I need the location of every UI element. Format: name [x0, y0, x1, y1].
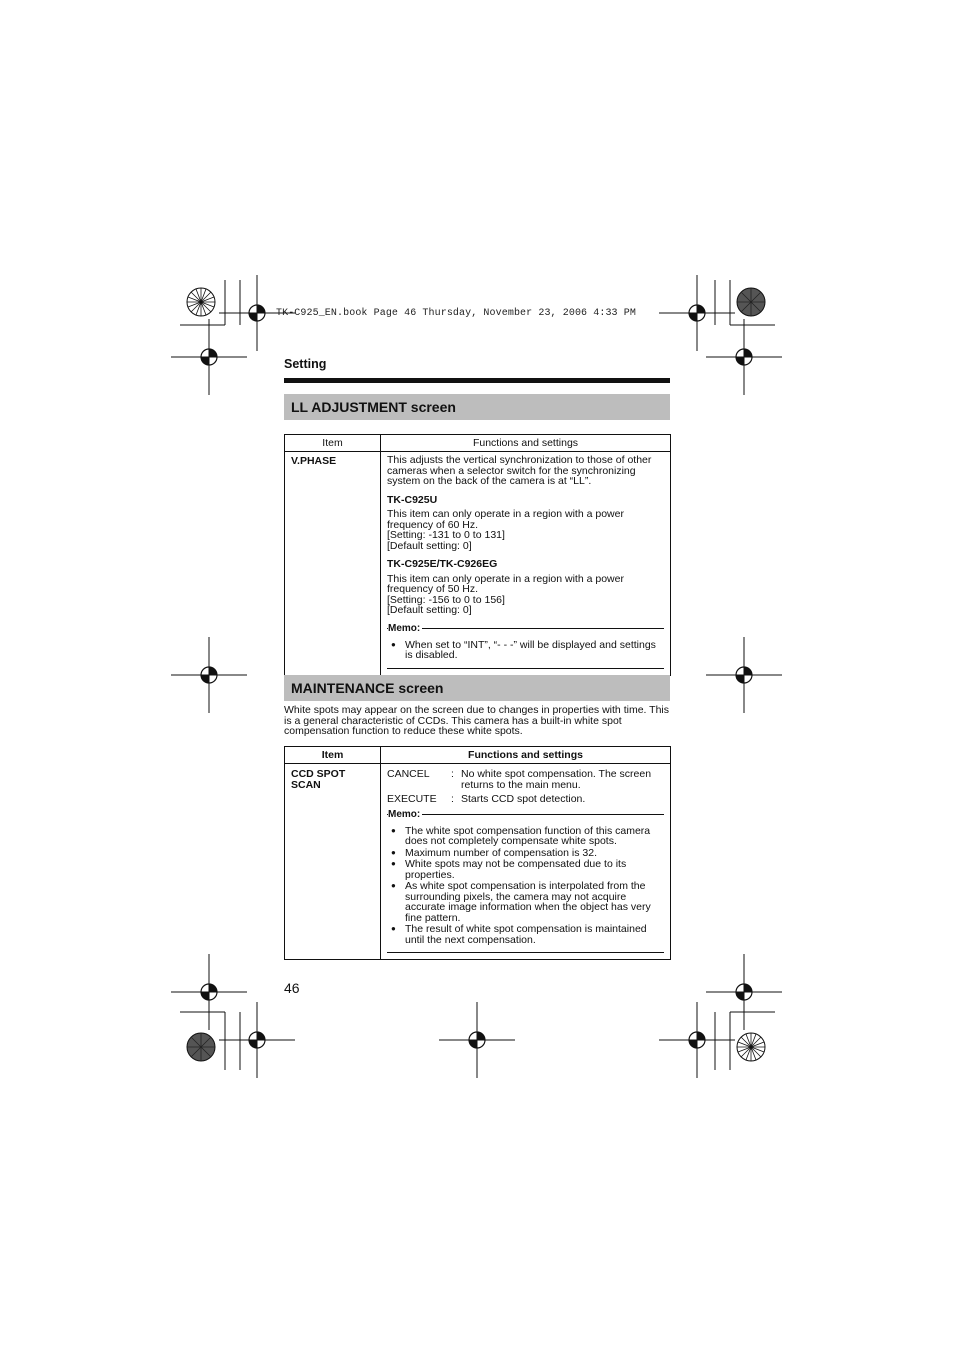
col-item-header: Item [285, 435, 381, 452]
option-sep: : [451, 793, 454, 805]
maintenance-intro: White spots may appear on the screen due to changes in properties with time. This is a general characteristic of CCDs. This camera has a built-in white spot compensation function to reduce these white spots. [284, 704, 670, 737]
memo-label: Memo: [388, 808, 421, 820]
memo-box [387, 808, 664, 954]
option-sep: : [451, 768, 454, 780]
functions-cell [381, 764, 671, 960]
option-key: EXECUTE [387, 793, 437, 805]
section-label: Setting [284, 357, 327, 371]
ll-adjustment-title: LL ADJUSTMENT screen [284, 394, 670, 420]
model-e-default: [Default setting: 0] [387, 604, 472, 616]
option-value: No white spot compensation. The screen returns to the main menu. [461, 768, 652, 791]
item-vphase: V.PHASE [285, 452, 381, 676]
col-item-header: Item [285, 747, 381, 764]
model-u-heading: TK-C925U [387, 493, 438, 506]
item-line-2: SCAN [291, 778, 321, 791]
print-header-line: TK-C925_EN.book Page 46 Thursday, November 23, 2006 4:33 PM [276, 308, 636, 319]
maintenance-title: MAINTENANCE screen [284, 675, 670, 701]
maintenance-table [284, 746, 671, 960]
list-item: ● When set to “INT”, “- - -” will be displayed and settings is disabled. [387, 640, 664, 661]
ll-adjustment-table [284, 434, 671, 676]
list-item: ● The white spot compensation function of this camera does not completely compensate white spots. [387, 826, 664, 847]
option-cancel [387, 769, 664, 790]
page-number: 46 [284, 980, 300, 996]
model-e-setting: [Setting: -156 to 0 to 156] [387, 593, 505, 606]
item-ccd-spot-scan [285, 764, 381, 960]
table-header-row [285, 435, 671, 452]
memo-list [387, 826, 664, 954]
table-row [285, 764, 671, 960]
model-u-default: [Default setting: 0] [387, 539, 472, 552]
model-e-heading: TK-C925E/TK-C926EG [387, 558, 498, 570]
col-functions-header: Functions and settings [381, 747, 671, 764]
table-row [285, 452, 671, 676]
table-header-row [285, 747, 671, 764]
col-functions-header: Functions and settings [381, 435, 671, 452]
memo-label: Memo: [388, 622, 421, 634]
list-item: ● The result of white spot compensation is maintained until the next compensation. [387, 924, 664, 945]
model-e-text: This item can only operate in a region with a power frequency of 50 Hz. [387, 572, 624, 595]
item-line-1: CCD SPOT [291, 768, 346, 780]
memo-list [387, 640, 664, 669]
functions-cell [381, 452, 671, 676]
option-key: CANCEL [387, 768, 430, 780]
option-execute [387, 794, 664, 805]
heading-rule [284, 378, 670, 383]
list-item: ● Maximum number of compensation is 32. [387, 848, 664, 859]
model-u-setting: [Setting: -131 to 0 to 131] [387, 529, 505, 541]
vphase-intro: This adjusts the vertical synchronization to those of other cameras when a selector switch for the synchronizing system on the back of the camera is at “LL”. [387, 454, 652, 487]
option-value: Starts CCD spot detection. [461, 793, 586, 805]
memo-box [387, 622, 664, 669]
list-item: ● As white spot compensation is interpolated from the surrounding pixels, the camera may not acquire accurate image information when the object has very fine pattern. [387, 881, 664, 923]
list-item: ● White spots may not be compensated due to its properties. [387, 859, 664, 880]
model-u-text: This item can only operate in a region with a power frequency of 60 Hz. [387, 508, 624, 531]
